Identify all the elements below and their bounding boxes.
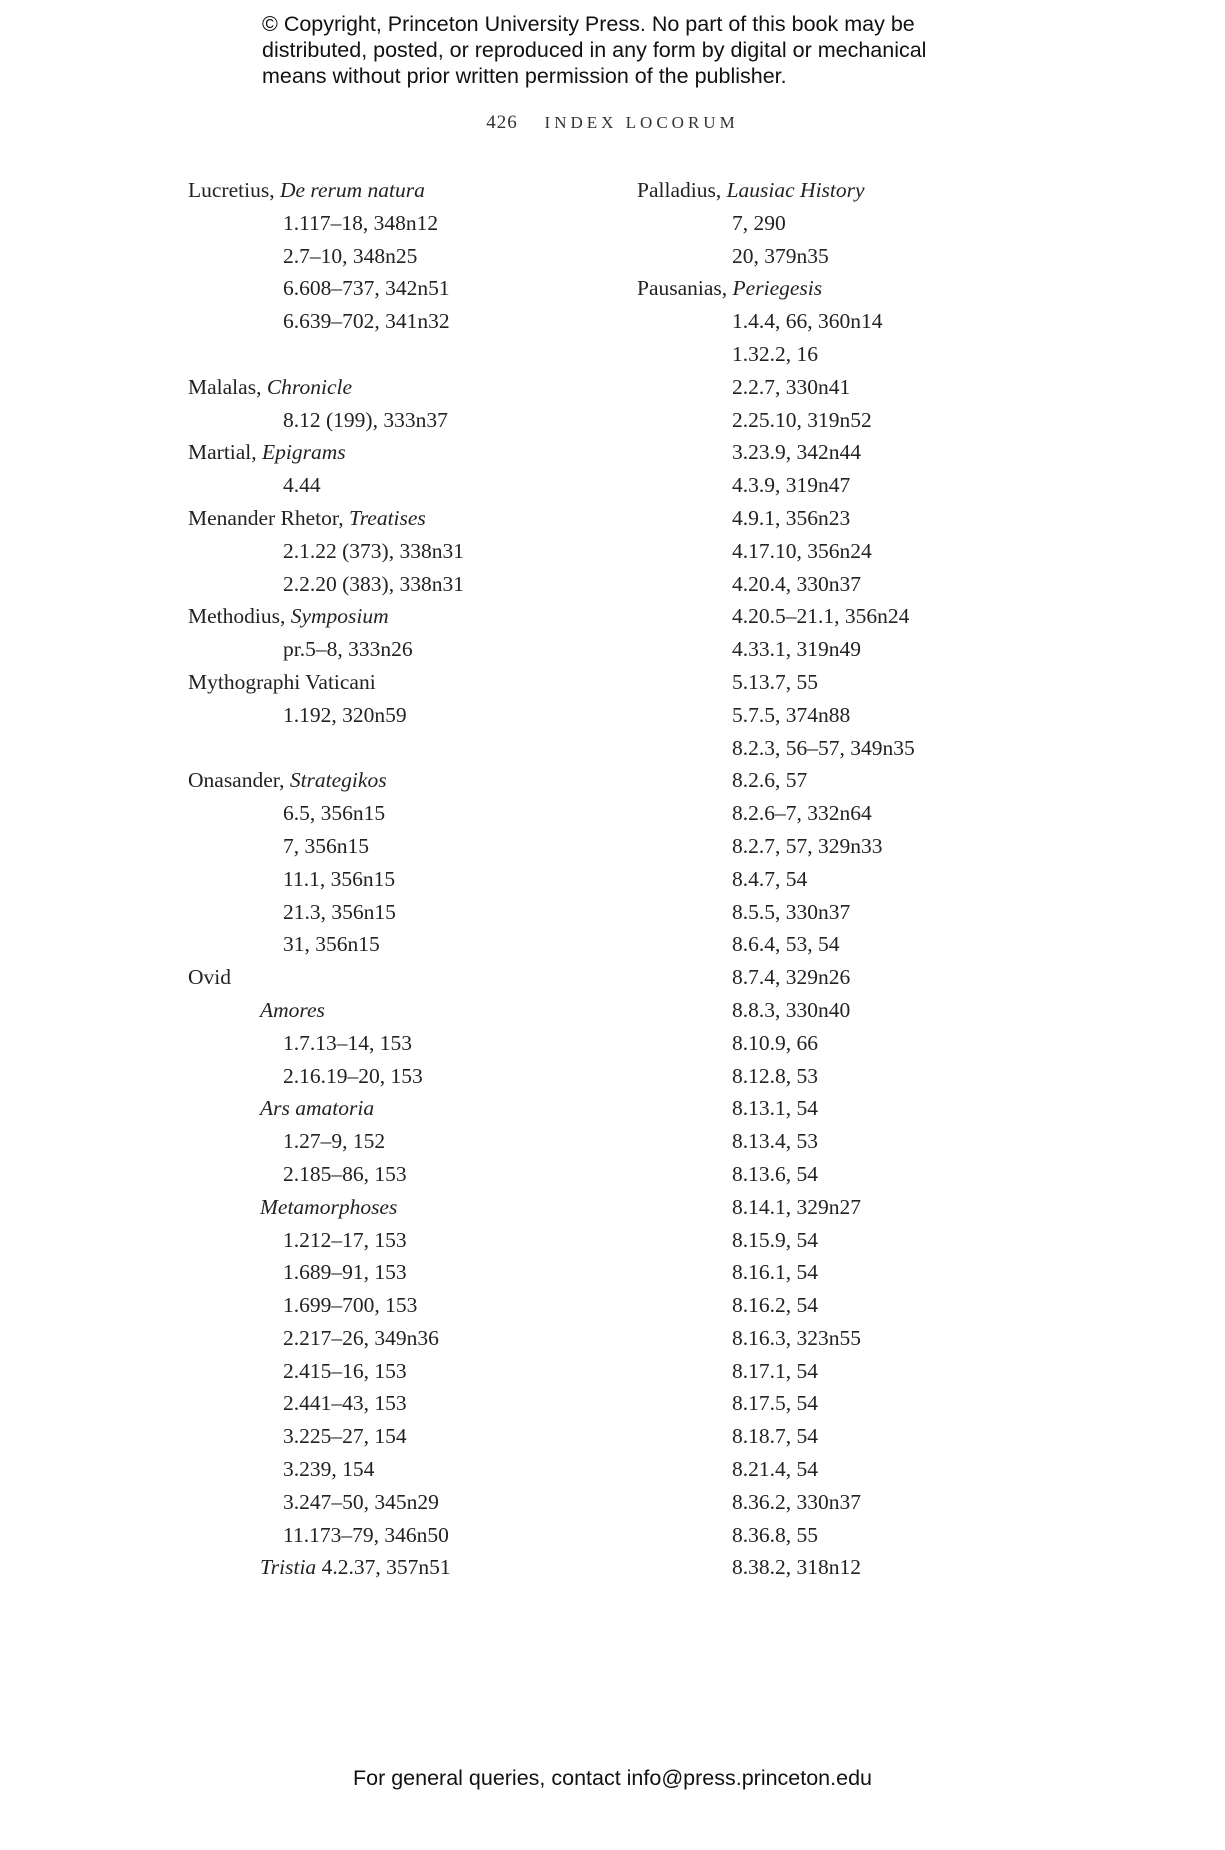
index-reference: 8.8.3, 330n40 — [732, 997, 851, 1022]
index-author-entry: Pausanias, Periegesis — [637, 276, 823, 301]
index-reference: 2.415–16, 153 — [283, 1358, 407, 1383]
index-reference: 4.17.10, 356n24 — [732, 538, 872, 563]
index-reference: 8.15.9, 54 — [732, 1227, 818, 1252]
page-title: INDEX LOCORUM — [544, 113, 739, 132]
index-reference: 8.5.5, 330n37 — [732, 899, 851, 924]
index-reference: 8.12 (199), 333n37 — [283, 407, 448, 432]
footer-contact: For general queries, contact info@press.princeton.edu — [352, 1766, 872, 1790]
index-author-entry: Methodius, Symposium — [188, 604, 389, 629]
index-author-entry: Lucretius, De rerum natura — [188, 178, 425, 202]
index-reference: 2.16.19–20, 153 — [283, 1063, 423, 1088]
index-reference: 4.9.1, 356n23 — [732, 505, 851, 530]
index-author-entry: Malalas, Chronicle — [188, 374, 353, 399]
index-work-entry — [188, 1551, 608, 1584]
running-head — [0, 112, 1225, 134]
copyright-line: means without prior written permission of the publisher. — [262, 64, 787, 88]
index-column-right — [637, 174, 1057, 1584]
index-author-entry: Martial, Epigrams — [188, 440, 346, 465]
index-reference: 6.5, 356n15 — [283, 801, 386, 826]
author-name: Lucretius — [188, 178, 270, 202]
index-author-entry — [188, 961, 608, 994]
author-name: Pausanias — [637, 276, 722, 301]
author-name: Onasander — [188, 768, 280, 793]
author-name: Ovid — [188, 965, 231, 990]
index-reference: 11.173–79, 346n50 — [283, 1522, 449, 1547]
index-reference: 2.25.10, 319n52 — [732, 407, 872, 432]
index-reference: 1.27–9, 152 — [283, 1129, 386, 1154]
index-reference: 1.7.13–14, 153 — [283, 1030, 412, 1055]
index-reference: 5.13.7, 55 — [732, 669, 818, 694]
index-reference: 2.217–26, 349n36 — [283, 1325, 439, 1350]
author-name: Mythographi Vaticani — [188, 669, 376, 694]
index-reference: 5.7.5, 374n88 — [732, 702, 851, 727]
copyright-line: © Copyright, Princeton University Press. No part of this book may be — [262, 12, 915, 36]
index-reference: 8.2.3, 56–57, 349n35 — [732, 735, 915, 760]
index-reference: 8.2.6, 57 — [732, 768, 808, 793]
index-reference: 1.699–700, 153 — [283, 1293, 418, 1318]
index-column-left — [188, 174, 608, 1584]
index-author-entry: Menander Rhetor, Treatises — [188, 505, 426, 530]
index-reference: 8.36.2, 330n37 — [732, 1489, 861, 1514]
index-reference: 8.2.7, 57, 329n33 — [732, 833, 883, 858]
work-title: Periegesis — [732, 276, 823, 301]
index-reference: 8.10.9, 66 — [732, 1030, 818, 1055]
index-reference: 8.13.1, 54 — [732, 1096, 818, 1121]
index-reference: 1.212–17, 153 — [283, 1227, 407, 1252]
index-reference: 6.608–737, 342n51 — [283, 276, 450, 301]
index-reference: 31, 356n15 — [283, 932, 380, 957]
index-reference: 2.441–43, 153 — [283, 1391, 407, 1416]
index-reference: 1.117–18, 348n12 — [283, 210, 439, 235]
work-title: Treatises — [348, 505, 426, 530]
index-reference: 1.4.4, 66, 360n14 — [732, 309, 883, 334]
author-name: Methodius — [188, 604, 280, 629]
index-reference: 4.44 — [283, 473, 321, 498]
work-title: Metamorphoses — [260, 1194, 398, 1219]
work-title: De rerum natura — [279, 178, 425, 202]
index-reference: 1.192, 320n59 — [283, 702, 407, 727]
work-title: Epigrams — [262, 440, 346, 465]
index-reference: 3.247–50, 345n29 — [283, 1489, 439, 1514]
index-reference: 8.13.4, 53 — [732, 1129, 818, 1154]
work-title: Tristia — [260, 1555, 317, 1580]
index-reference: 4.33.1, 319n49 — [732, 637, 861, 662]
index-reference: 2.2.7, 330n41 — [732, 374, 851, 399]
index-reference: 2.7–10, 348n25 — [283, 243, 418, 268]
index-reference: 7, 356n15 — [283, 833, 369, 858]
entry-spacer — [188, 338, 608, 371]
index-reference: 4.20.5–21.1, 356n24 — [732, 604, 910, 629]
work-title: Amores — [260, 997, 325, 1022]
index-reference: 3.239, 154 — [283, 1457, 375, 1482]
index-reference: 8.16.3, 323n55 — [732, 1325, 861, 1350]
index-reference: pr.5–8, 333n26 — [283, 637, 413, 662]
work-title: Lausiac History — [726, 178, 865, 202]
entry-spacer — [188, 732, 608, 765]
work-title: Ars amatoria — [260, 1096, 375, 1121]
index-reference: 8.17.1, 54 — [732, 1358, 818, 1383]
index-reference: 8.6.4, 53, 54 — [732, 932, 840, 957]
index-work-entry — [188, 994, 608, 1027]
copyright-notice — [262, 11, 1022, 89]
index-work-entry — [188, 1191, 608, 1224]
index-reference: 8.16.2, 54 — [732, 1293, 818, 1318]
index-reference: 2.1.22 (373), 338n31 — [283, 538, 464, 563]
index-reference: 2.2.20 (383), 338n31 — [283, 571, 464, 596]
index-reference: 7, 290 — [732, 210, 786, 235]
page-number: 426 — [486, 112, 518, 133]
copyright-line: distributed, posted, or reproduced in any form by digital or mechanical — [262, 38, 927, 62]
index-reference: 3.23.9, 342n44 — [732, 440, 861, 465]
index-author-entry: Onasander, Strategikos — [188, 768, 387, 793]
work-title: Chronicle — [266, 374, 353, 399]
index-author-entry: Palladius, Lausiac History — [637, 178, 865, 202]
index-reference: 8.12.8, 53 — [732, 1063, 818, 1088]
author-name: Malalas — [188, 374, 257, 399]
index-work-entry — [188, 1092, 608, 1125]
index-reference: 1.32.2, 16 — [732, 341, 818, 366]
index-reference: 8.4.7, 54 — [732, 866, 808, 891]
work-reference: 4.2.37, 357n51 — [321, 1555, 451, 1580]
index-reference: 8.13.6, 54 — [732, 1161, 818, 1186]
index-reference: 1.689–91, 153 — [283, 1260, 407, 1285]
index-reference: 4.20.4, 330n37 — [732, 571, 861, 596]
index-reference: 21.3, 356n15 — [283, 899, 396, 924]
index-reference: 8.2.6–7, 332n64 — [732, 801, 872, 826]
index-reference: 8.36.8, 55 — [732, 1522, 818, 1547]
index-reference: 20, 379n35 — [732, 243, 829, 268]
index-reference: 8.21.4, 54 — [732, 1457, 818, 1482]
index-reference: 3.225–27, 154 — [283, 1424, 407, 1449]
author-name: Palladius — [637, 178, 716, 202]
index-reference: 4.3.9, 319n47 — [732, 473, 851, 498]
index-reference: 2.185–86, 153 — [283, 1161, 407, 1186]
index-reference: 8.18.7, 54 — [732, 1424, 818, 1449]
author-name: Menander Rhetor — [188, 505, 339, 530]
index-author-entry — [188, 666, 608, 699]
index-reference: 8.14.1, 329n27 — [732, 1194, 861, 1219]
index-reference: 8.17.5, 54 — [732, 1391, 818, 1416]
work-title: Strategikos — [289, 768, 387, 793]
index-reference: 8.7.4, 329n26 — [732, 965, 851, 990]
index-reference: 11.1, 356n15 — [283, 866, 396, 891]
author-name: Martial — [188, 440, 252, 465]
index-reference: 8.38.2, 318n12 — [732, 1555, 861, 1580]
work-title: Symposium — [290, 604, 389, 629]
index-reference: 6.639–702, 341n32 — [283, 309, 450, 334]
index-reference: 8.16.1, 54 — [732, 1260, 818, 1285]
